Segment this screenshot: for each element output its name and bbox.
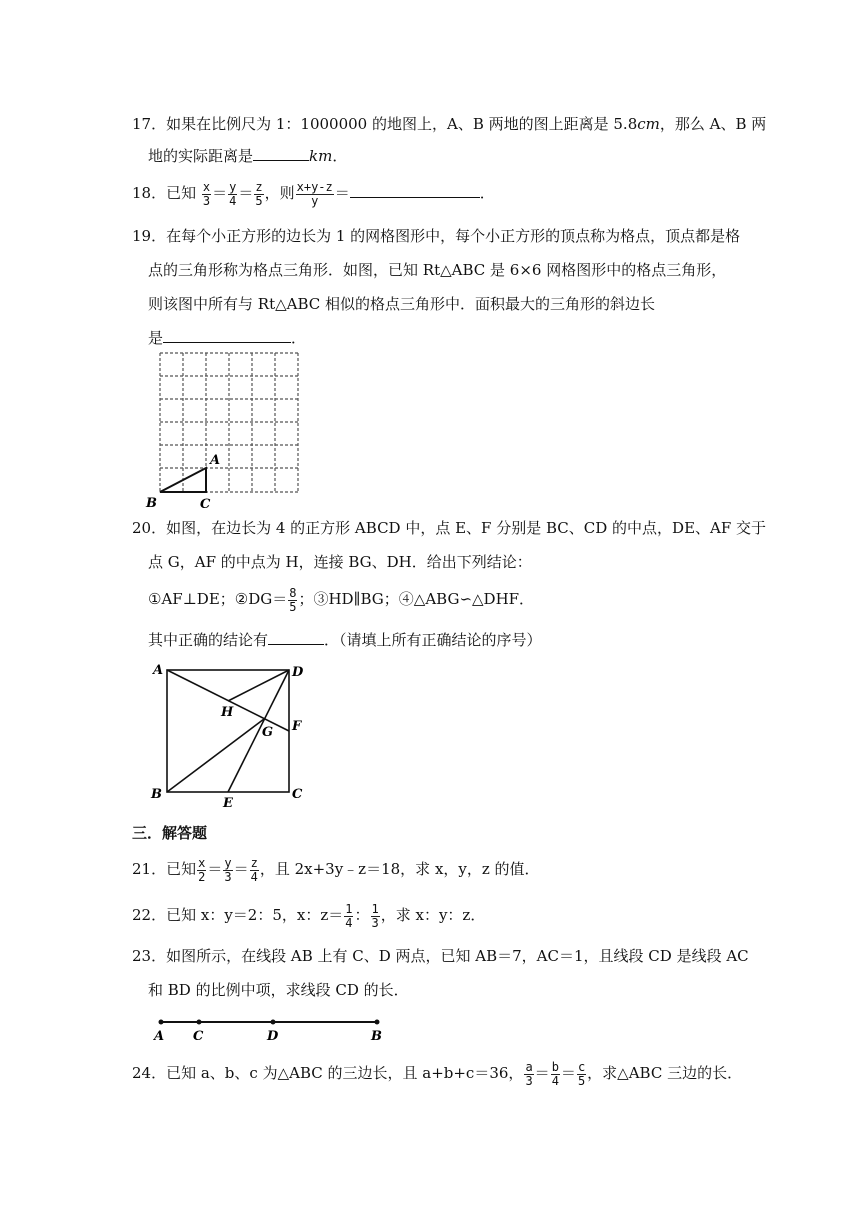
fraction-y-over-4: $\frac{y}{4}$ bbox=[229, 179, 237, 208]
q20-hint: ．（请填上所有正确结论的序号） bbox=[324, 631, 542, 649]
fraction-c-over-5: $\frac{c}{5}$ bbox=[577, 1059, 586, 1088]
q21-text: ，且 2x+3y﹣z＝18，求 x，y，z 的值． bbox=[259, 860, 540, 878]
q17-unit-cm: cm bbox=[637, 115, 660, 133]
segment-de bbox=[228, 670, 289, 792]
grid-lines bbox=[160, 353, 298, 492]
fraction-y-over-3: $\frac{y}{3}$ bbox=[224, 855, 232, 884]
answer-blank-18[interactable] bbox=[350, 183, 480, 198]
fraction-8-over-5: $\frac{8}{5}$ bbox=[289, 585, 297, 614]
q17-text-a: 17．如果在比例尺为 1：1000000 的地图上， bbox=[132, 115, 447, 133]
label-d: D bbox=[292, 665, 304, 680]
question-17-line-1 bbox=[132, 114, 766, 134]
q20-prompt: 其中正确的结论有 bbox=[148, 631, 269, 649]
question-20-line-2: 点 G，AF 的中点为 H，连接 BG、DH．给出下列结论： bbox=[148, 553, 532, 571]
q18-end: ． bbox=[479, 184, 495, 202]
point-a bbox=[159, 1020, 164, 1025]
label-e: E bbox=[223, 796, 233, 811]
q22-separator: ： bbox=[354, 906, 370, 924]
point-b bbox=[375, 1020, 380, 1025]
question-23-line-1: 23．如图所示，在线段 AB 上有 C、D 两点，已知 AB＝7，AC＝1，且线段 CD 是线段 AC bbox=[132, 947, 749, 965]
answer-blank-20[interactable] bbox=[268, 630, 324, 645]
q19-prefix: 是 bbox=[148, 329, 164, 347]
question-17-line-2 bbox=[148, 146, 347, 166]
q24-text: ，求△ABC 三边的长． bbox=[587, 1064, 743, 1082]
fraction-1-over-3: $\frac{1}{3}$ bbox=[371, 901, 379, 930]
q21-prefix: 21．已知 bbox=[132, 860, 197, 878]
q18-mid: ，则 bbox=[264, 184, 295, 202]
q17-text-d: ，那么 A、B 两 bbox=[659, 115, 767, 133]
question-18: 18．已知 $\frac{x}{3}$ ＝ $\frac{y}{4}$ ＝ $\frac{z}{5}$ ，则 $\frac{x+y-z}{y}$ ＝ ． bbox=[132, 179, 495, 208]
fraction-x-over-2: $\frac{x}{2}$ bbox=[198, 855, 206, 884]
q20-conclusion-part2: ；③HD∥BG；④△ABG∽△DHF． bbox=[298, 590, 535, 608]
question-20-conclusions bbox=[148, 584, 534, 614]
segment-figure-23 bbox=[145, 1010, 395, 1046]
answer-blank-19[interactable] bbox=[163, 328, 291, 343]
question-23-line-2: 和 BD 的比例中项，求线段 CD 的长． bbox=[148, 981, 409, 999]
question-20-line-1: 20．如图，在边长为 4 的正方形 ABCD 中，点 E、F 分别是 BC、CD 的中点，DE、AF 交于 bbox=[132, 519, 767, 537]
fraction-b-over-4: $\frac{b}{4}$ bbox=[551, 1059, 559, 1088]
label-c: C bbox=[193, 1029, 204, 1044]
segment-dh bbox=[228, 670, 289, 701]
q17-text-e: 地的实际距离是 bbox=[148, 147, 254, 165]
label-f: F bbox=[292, 719, 302, 734]
q20-conclusion-part1: ①AF⊥DE；②DG＝ bbox=[148, 590, 288, 608]
grid-figure-19 bbox=[140, 345, 320, 510]
fraction-a-over-3: $\frac{a}{3}$ bbox=[525, 1059, 533, 1088]
question-24: 24．已知 a、b、c 为△ABC 的三边长，且 a+b+c＝36， $\frac{a}{3}$ ＝ $\frac{b}{4}$ ＝ $\frac{c}{5}$ ，求△ABC 三边的长． bbox=[132, 1059, 743, 1088]
label-a: A bbox=[153, 663, 164, 678]
label-b: B bbox=[371, 1029, 382, 1044]
label-c: C bbox=[200, 497, 211, 510]
segment-bg bbox=[167, 719, 264, 792]
question-19-line-2: 点的三角形称为格点三角形．如图，已知 Rt△ABC 是 6×6 网格图形中的格点三角形， bbox=[148, 261, 727, 279]
question-19-line-3: 则该图中所有与 Rt△ABC 相似的格点三角形中．面积最大的三角形的斜边长 bbox=[148, 295, 656, 313]
question-19-line-1: 19．在每个小正方形的边长为 1 的网格图形中，每个小正方形的顶点称为格点，顶点都是格 bbox=[132, 227, 741, 245]
fraction-z-over-5: $\frac{z}{5}$ bbox=[255, 179, 263, 208]
fraction-x-over-3: $\frac{x}{3}$ bbox=[202, 179, 211, 208]
q19-end: ． bbox=[291, 329, 307, 347]
label-b: B bbox=[146, 496, 157, 510]
label-d: D bbox=[267, 1029, 279, 1044]
fraction-1-over-4: $\frac{1}{4}$ bbox=[345, 901, 353, 930]
label-a: A bbox=[210, 453, 221, 468]
q17-period: ． bbox=[332, 147, 348, 165]
q22-text: ，求 x：y：z． bbox=[380, 906, 486, 924]
q24-prefix: 24．已知 a、b、c 为△ABC 的三边长，且 a+b+c＝36， bbox=[132, 1064, 524, 1082]
fraction-expression: $\frac{x+y-z}{y}$ bbox=[296, 179, 333, 208]
q18-prefix: 18．已知 bbox=[132, 184, 197, 202]
point-c bbox=[197, 1020, 202, 1025]
q17-unit-km: km bbox=[309, 147, 333, 165]
label-c: C bbox=[292, 787, 303, 802]
question-21: 21．已知 $\frac{x}{2}$ ＝ $\frac{y}{3}$ ＝ $\frac{z}{4}$ ，且 2x+3y﹣z＝18，求 x，y，z 的值． bbox=[132, 855, 540, 884]
section-heading-3: 三．解答题 bbox=[132, 824, 208, 842]
label-g: G bbox=[262, 725, 274, 740]
square-figure-20 bbox=[145, 658, 325, 813]
question-20-line-4 bbox=[148, 630, 542, 650]
point-d bbox=[271, 1020, 276, 1025]
q17-text-b: A、B 两地的图上距离是 5.8 bbox=[446, 115, 638, 133]
label-h: H bbox=[221, 705, 234, 720]
question-22 bbox=[132, 900, 485, 930]
label-b: B bbox=[151, 787, 162, 802]
q18-equals: ＝ bbox=[334, 184, 350, 202]
q22-prefix: 22．已知 x：y＝2：5，x：z＝ bbox=[132, 906, 344, 924]
fraction-z-over-4: $\frac{z}{4}$ bbox=[250, 855, 258, 884]
label-a: A bbox=[154, 1029, 165, 1044]
answer-blank-17[interactable] bbox=[253, 146, 309, 161]
